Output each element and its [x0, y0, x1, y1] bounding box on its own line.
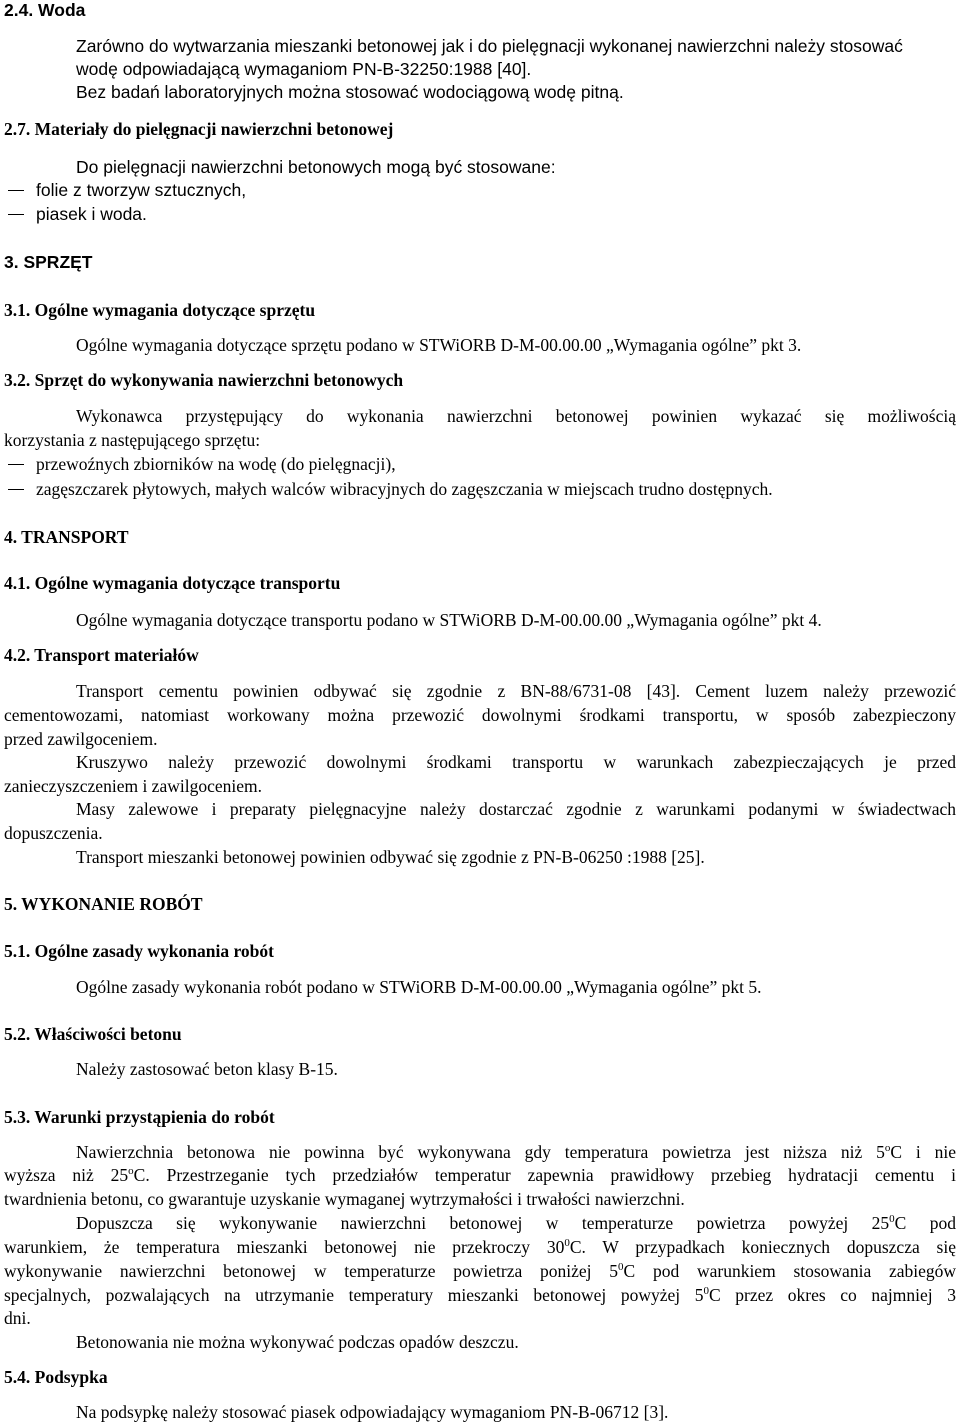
paragraph-line: Wykonawca przystępujący do wykonania nawierzchni betonowej powinien wykazać się możliwością [76, 406, 956, 426]
paragraph-line: Ogólne zasady wykonania robót podano w STWiORB D-M-00.00.00 „Wymagania ogólne” pkt 5. [76, 977, 762, 997]
paragraph-line: Transport mieszanki betonowej powinien odbywać się zgodnie z PN-B-06250 :1988 [25]. [76, 847, 705, 867]
text-run: Nawierzchnia betonowa nie powinna być wykonywana gdy temperatura powietrza jest niższa niż 5 [76, 1142, 885, 1162]
paragraph-line: cementowozami, natomiast workowany można przewozić dowolnymi środkami transportu, w sposób zabezpieczony [4, 705, 956, 725]
section-heading-2-4: 2.4. Woda [4, 0, 86, 20]
paragraph-line: korzystania z następującego sprzętu: [4, 430, 261, 450]
superscript: 0 [889, 1213, 895, 1225]
paragraph-line: Ogólne wymagania dotyczące sprzętu podano w STWiORB D-M-00.00.00 „Wymagania ogólne” pkt 3. [76, 335, 802, 355]
section-heading-4-1: 4.1. Ogólne wymagania dotyczące transportu [4, 573, 341, 593]
section-heading-5-3: 5.3. Warunki przystąpienia do robót [4, 1107, 275, 1127]
text-run: C pod [894, 1213, 956, 1233]
section-heading-3-2: 3.2. Sprzęt do wykonywania nawierzchni betonowych [4, 370, 404, 390]
list-item [4, 202, 956, 226]
paragraph-line: Na podsypkę należy stosować piasek odpowiadający wymaganiom PN-B-06712 [3]. [76, 1402, 669, 1422]
list-item [4, 477, 956, 501]
text-run: specjalnych, pozwalających na utrzymanie temperatury mieszanki betonowej powyżej 5 [4, 1285, 704, 1305]
text-run: C pod warunkiem stosowania zabiegów [623, 1261, 956, 1281]
paragraph-line [76, 1211, 956, 1235]
paragraph-line: Bez badań laboratoryjnych można stosować wodociągową wodę pitną. [76, 82, 624, 102]
dash-bullet [8, 464, 24, 465]
paragraph-line [4, 1283, 956, 1307]
paragraph-line: zanieczyszczeniem i zawilgoceniem. [4, 776, 262, 796]
text-run: C i nie [890, 1142, 956, 1162]
paragraph-line: Należy zastosować beton klasy B-15. [76, 1059, 338, 1079]
paragraph-line: Transport cementu powinien odbywać się zgodnie z BN-88/6731-08 [43]. Cement luzem należy przewozić [76, 681, 956, 701]
paragraph-line: wodę odpowiadającą wymaganiom PN-B-32250:1988 [40]. [76, 59, 532, 79]
list-item-text: zagęszczarek płytowych, małych walców wibracyjnych do zagęszczania w miejscach trudno dostępnych. [36, 479, 773, 499]
chapter-heading-4: 4. TRANSPORT [4, 527, 129, 547]
paragraph-line: Do pielęgnacji nawierzchni betonowych mogą być stosowane: [76, 157, 556, 177]
text-run: C. W przypadkach koniecznych dopuszcza się [569, 1237, 956, 1257]
section-heading-4-2: 4.2. Transport materiałów [4, 645, 199, 665]
chapter-heading-5: 5. WYKONANIE ROBÓT [4, 894, 203, 914]
paragraph-line [76, 1140, 956, 1164]
list-item-text: przewoźnych zbiorników na wodę (do pielęgnacji), [36, 454, 396, 474]
chapter-heading-3: 3. SPRZĘT [4, 252, 93, 272]
list-item [4, 178, 956, 202]
paragraph-line: przed zawilgoceniem. [4, 729, 158, 749]
superscript: o [884, 1142, 891, 1154]
paragraph-line [4, 1259, 956, 1283]
paragraph-line: dopuszczenia. [4, 823, 103, 843]
superscript: 0 [564, 1237, 570, 1249]
text-run: wyższa niż 25 [4, 1165, 129, 1185]
section-heading-5-2: 5.2. Właściwości betonu [4, 1024, 182, 1044]
list-item [4, 452, 956, 476]
paragraph-line: dni. [4, 1308, 31, 1328]
paragraph-line: Masy zalewowe i preparaty pielęgnacyjne należy dostarczać zgodnie z warunkami podanymi w świadectwach [76, 799, 956, 819]
paragraph-line: Betonowania nie można wykonywać podczas opadów deszczu. [76, 1332, 519, 1352]
text-run: wykonywanie nawierzchni betonowej w temperaturze powietrza poniżej 5 [4, 1261, 619, 1281]
dash-bullet [8, 214, 24, 215]
superscript: o [128, 1165, 134, 1177]
paragraph-line [4, 1235, 956, 1259]
text-run: C przez okres co najmniej 3 [708, 1285, 956, 1305]
section-heading-5-1: 5.1. Ogólne zasady wykonania robót [4, 941, 274, 961]
superscript: 0 [618, 1261, 624, 1273]
section-heading-3-1: 3.1. Ogólne wymagania dotyczące sprzętu [4, 300, 316, 320]
paragraph-line: Ogólne wymagania dotyczące transportu podano w STWiORB D-M-00.00.00 „Wymagania ogólne” pkt 4. [76, 610, 822, 630]
dash-bullet [8, 190, 24, 191]
section-heading-5-4: 5.4. Podsypka [4, 1367, 108, 1387]
paragraph-line [4, 1163, 956, 1187]
paragraph-line: Zarówno do wytwarzania mieszanki betonowej jak i do pielęgnacji wykonanej nawierzchni należy stosować [76, 36, 903, 56]
list-item-text: piasek i woda. [36, 204, 147, 224]
text-run: warunkiem, że temperatura mieszanki betonowej nie przekroczy 30 [4, 1237, 565, 1257]
paragraph-line: Kruszywo należy przewozić dowolnymi środkami transportu w warunkach zabezpieczających je przed [76, 752, 956, 772]
text-run: Dopuszcza się wykonywanie nawierzchni betonowej w temperaturze powietrza powyżej 25 [76, 1213, 890, 1233]
superscript: 0 [703, 1285, 709, 1297]
section-heading-2-7: 2.7. Materiały do pielęgnacji nawierzchni betonowej [4, 119, 394, 139]
text-run: C. Przestrzeganie tych przedziałów temperatur zapewnia prawidłowy przebieg hydratacji cementu i [133, 1165, 956, 1185]
dash-bullet [8, 489, 24, 490]
list-item-text: folie z tworzyw sztucznych, [36, 180, 247, 200]
paragraph-line: twardnienia betonu, co gwarantuje uzyskanie wymaganej wytrzymałości i trwałości nawierzchni. [4, 1189, 685, 1209]
